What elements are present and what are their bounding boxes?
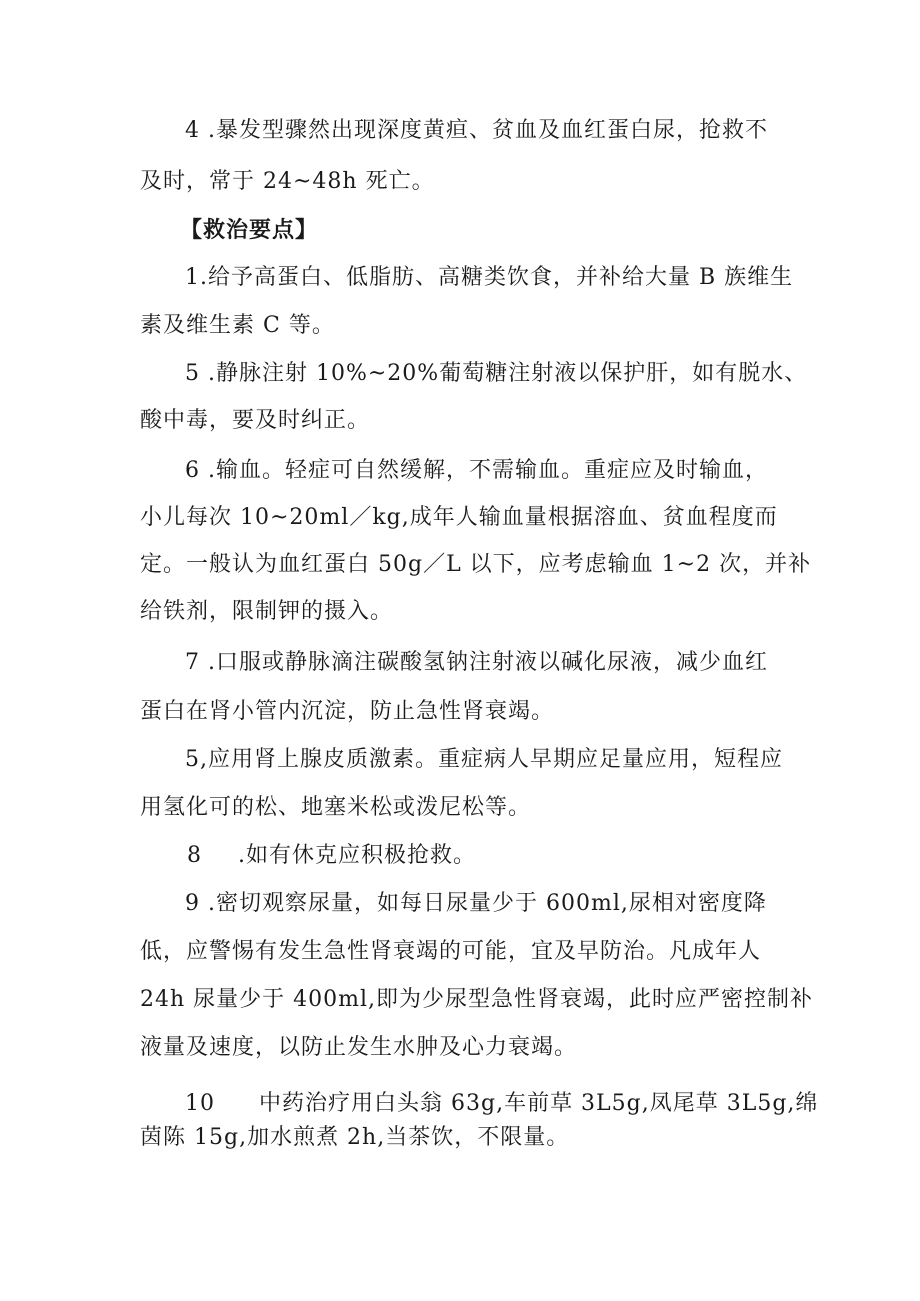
item5b-line2: 用氢化可的松、地塞米松或泼尼松等。 bbox=[140, 795, 532, 820]
item6-line3: 定。一般认为血红蛋白 50g／L 以下，应考虑输血 1~2 次，并补 bbox=[140, 552, 812, 577]
item6-line4: 给铁剂，限制钾的摄入。 bbox=[140, 599, 394, 624]
item7-line1: 7 .口服或静脉滴注碳酸氢钠注射液以碱化尿液，减少血红 bbox=[185, 650, 768, 675]
item1-line1: 1.给予高蛋白、低脂肪、高糖类饮食，并补给大量 B 族维生 bbox=[185, 265, 794, 290]
item5a-line2: 酸中毒，要及时纠正。 bbox=[140, 408, 371, 433]
item4-line1: 4 .暴发型骤然出现深度黄疸、贫血及血红蛋白尿，抢救不 bbox=[185, 118, 768, 143]
item7-line2: 蛋白在肾小管内沉淀，防止急性肾衰竭。 bbox=[140, 699, 555, 724]
section-heading: 【救治要点】 bbox=[180, 217, 319, 243]
item6-line1: 6 .输血。轻症可自然缓解，不需输血。重症应及时输血， bbox=[185, 458, 768, 483]
item10-number: 10 bbox=[185, 1091, 215, 1116]
item4-line2: 及时，常于 24~48h 死亡。 bbox=[140, 169, 435, 194]
item8-number: 8 bbox=[187, 843, 202, 868]
item9-line4: 液量及速度，以防止发生水肿及心力衰竭。 bbox=[140, 1035, 578, 1060]
item9-line2: 低，应警惕有发生急性肾衰竭的可能，宜及早防治。凡成年人 bbox=[140, 939, 762, 964]
item9-line3: 24h 尿量少于 400ml,即为少尿型急性肾衰竭，此时应严密控制补 bbox=[140, 987, 814, 1012]
item8 bbox=[187, 841, 476, 871]
item10-line2: 茵陈 15g,加水煎煮 2h,当茶饮，不限量。 bbox=[140, 1125, 570, 1150]
item10-line1 bbox=[185, 1089, 818, 1119]
item9-line1: 9 .密切观察尿量，如每日尿量少于 600ml,尿相对密度降 bbox=[185, 891, 767, 916]
item1-line2: 素及维生素 C 等。 bbox=[140, 313, 335, 338]
item6-line2: 小儿每次 10~20ml／kg,成年人输血量根据溶血、贫血程度而 bbox=[140, 505, 778, 530]
item5a-line1: 5 .静脉注射 10%~20%葡萄糖注射液以保护肝，如有脱水、 bbox=[185, 361, 808, 386]
item5b-line1: 5,应用肾上腺皮质激素。重症病人早期应足量应用，短程应 bbox=[185, 747, 783, 772]
item10-text: 中药治疗用白头翁 63g,车前草 3L5g,凤尾草 3L5g,绵 bbox=[259, 1091, 819, 1116]
item8-text: .如有休克应积极抢救。 bbox=[238, 843, 476, 868]
